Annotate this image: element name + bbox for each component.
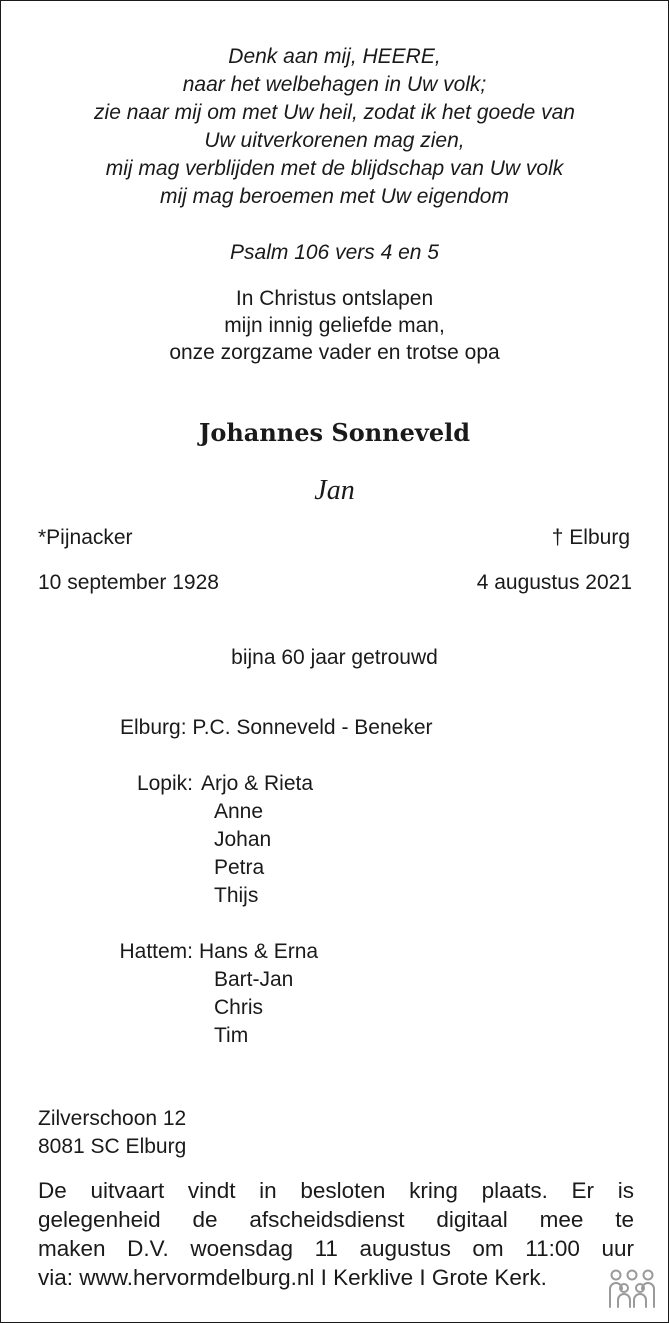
verse-line: mij mag beroemen met Uw eigendom [160, 185, 509, 208]
intro-line: onze zorgzame vader en trotse opa [169, 341, 500, 364]
family-parents: Arjo & Rieta [201, 772, 314, 795]
grandchild: Chris [214, 996, 264, 1019]
family-group-icon [607, 1267, 657, 1309]
intro-line: In Christus ontslapen [235, 287, 434, 310]
family-place: Lopik: [136, 772, 193, 795]
verse-line: mij mag verblijden met de blijdschap van Uw volk [105, 157, 564, 180]
family-place: Elburg: [120, 716, 187, 739]
death-date: 4 augustus 2021 [476, 571, 632, 594]
verse-line: zie naar mij om met Uw heil, zodat ik het goede van [94, 101, 575, 124]
intro-line: mijn innig geliefde man, [224, 314, 445, 337]
deceased-name: Johannes Sonneveld [198, 418, 471, 447]
verse-line: Uw uitverkorenen mag zien, [204, 129, 465, 152]
family-spouse: P.C. Sonneveld - Beneker [192, 716, 433, 739]
address-street: Zilverschoon 12 [38, 1107, 187, 1130]
grandchild: Bart-Jan [214, 968, 294, 991]
family-parents: Hans & Erna [199, 940, 319, 963]
grandchild: Anne [214, 800, 264, 823]
funeral-line: maken D.V. woensdag 11 augustus om 11:00 uur [38, 1236, 634, 1261]
verse-reference: Psalm 106 vers 4 en 5 [230, 241, 439, 264]
marriage-duration: bijna 60 jaar getrouwd [231, 646, 438, 669]
death-place: † Elburg [551, 526, 630, 549]
family-spouse-row [120, 714, 433, 742]
family-place: Hattem: [119, 940, 193, 963]
birth-place: *Pijnacker [38, 526, 133, 549]
verse-line: naar het welbehagen in Uw volk; [182, 73, 487, 96]
deceased-nickname: Jan [314, 475, 355, 506]
grandchild: Tim [214, 1024, 249, 1047]
funeral-line: gelegenheid de afscheidsdienst digitaal mee te [38, 1207, 634, 1232]
verse-line: Denk aan mij, HEERE, [228, 45, 441, 68]
address-city: 8081 SC Elburg [38, 1135, 187, 1158]
grandchild: Thijs [214, 884, 259, 907]
funeral-line: De uitvaart vindt in besloten kring plaats. Er is [38, 1178, 634, 1203]
birth-date: 10 september 1928 [38, 571, 219, 594]
grandchild: Johan [214, 828, 272, 851]
grandchild: Petra [214, 856, 265, 879]
funeral-line: via: www.hervormdelburg.nl I Kerklive I Grote Kerk. [38, 1265, 547, 1290]
